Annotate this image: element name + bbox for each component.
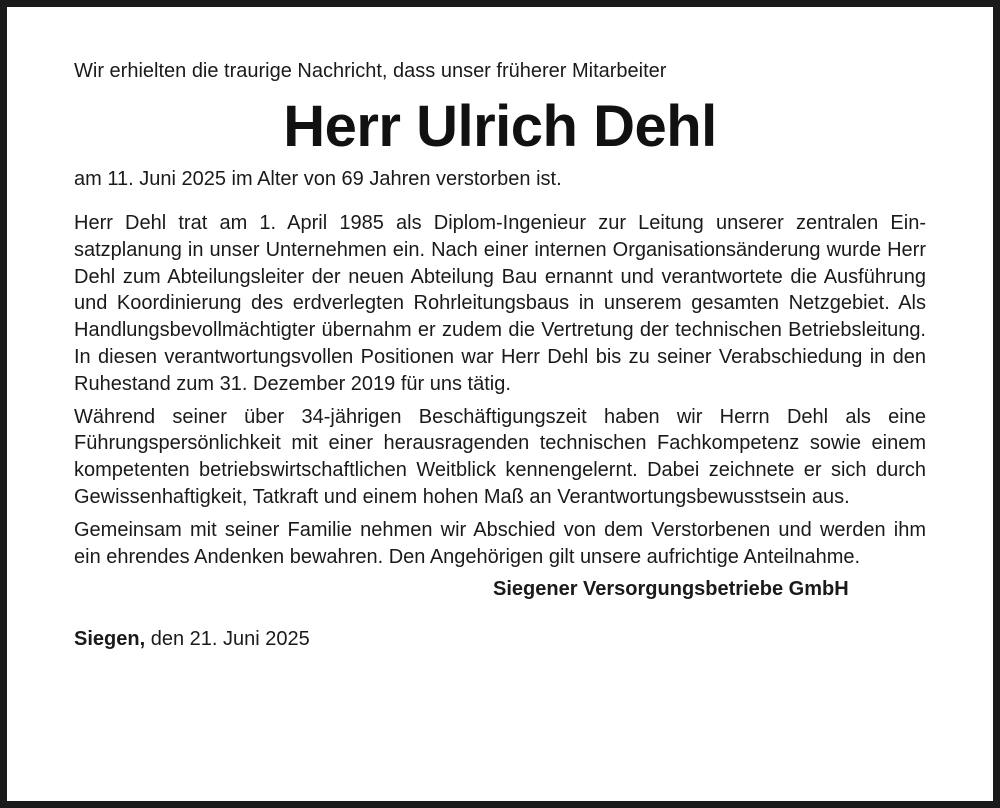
obituary-notice <box>74 58 926 652</box>
intro-line: Wir erhielten die traurige Nachricht, dass unser früherer Mitarbeiter <box>74 60 667 82</box>
company-signature: Siegener Versorgungsbetriebe GmbH <box>493 578 849 601</box>
place-name: Siegen, <box>74 628 146 651</box>
paragraph-tribute: Während seiner über 34-jährigen Beschäftigungszeit haben wir Herrn Dehl als eine Führungspersönlichkeit mit einer herausragenden technischen Fachkompetenz sowie einem kompetenten betriebswirtschaftlichen Weitblick kennengelernt. Dabei zeichnete er sich durch Gewissenhaftigkeit, Tatkraft und einem hohen Maß an Verantwortungsbewusstsein aus. <box>74 405 926 508</box>
paragraph-farewell: Gemeinsam mit seiner Familie nehmen wir Abschied von dem Verstorbenen und werden ihm ein ehrendes Andenken bewahren. Den Angehörigen gilt unsere aufrichtige Anteilnahme. <box>74 518 926 568</box>
death-line: am 11. Juni 2025 im Alter von 69 Jahren verstorben ist. <box>74 168 562 190</box>
notice-date: den 21. Juni 2025 <box>145 628 310 651</box>
deceased-name: Herr Ulrich Dehl <box>283 94 717 159</box>
paragraph-career: Herr Dehl trat am 1. April 1985 als Diplom-Ingenieur zur Leitung unserer zentralen Einsatzplanung in unser Unternehmen ein. Nach einer internen Organisationsänderung wurde Herr Dehl zum Abteilungsleiter der neuen Abteilung Bau ernannt und verantwortete die Ausführung und Koordinierung des erdverlegten Rohrleitungsbaus in unserem gesamten Netzgebiet. Als Handlungsbevollmächtigter übernahm er zudem die Vertretung der technischen Betriebsleitung. In diesen verantwortungsvollen Positionen war Herr Dehl bis zu seiner Verabschiedung in den Ruhestand zum 31. Dezember 2019 für uns tätig. <box>74 212 926 395</box>
place-date-line <box>74 626 926 652</box>
